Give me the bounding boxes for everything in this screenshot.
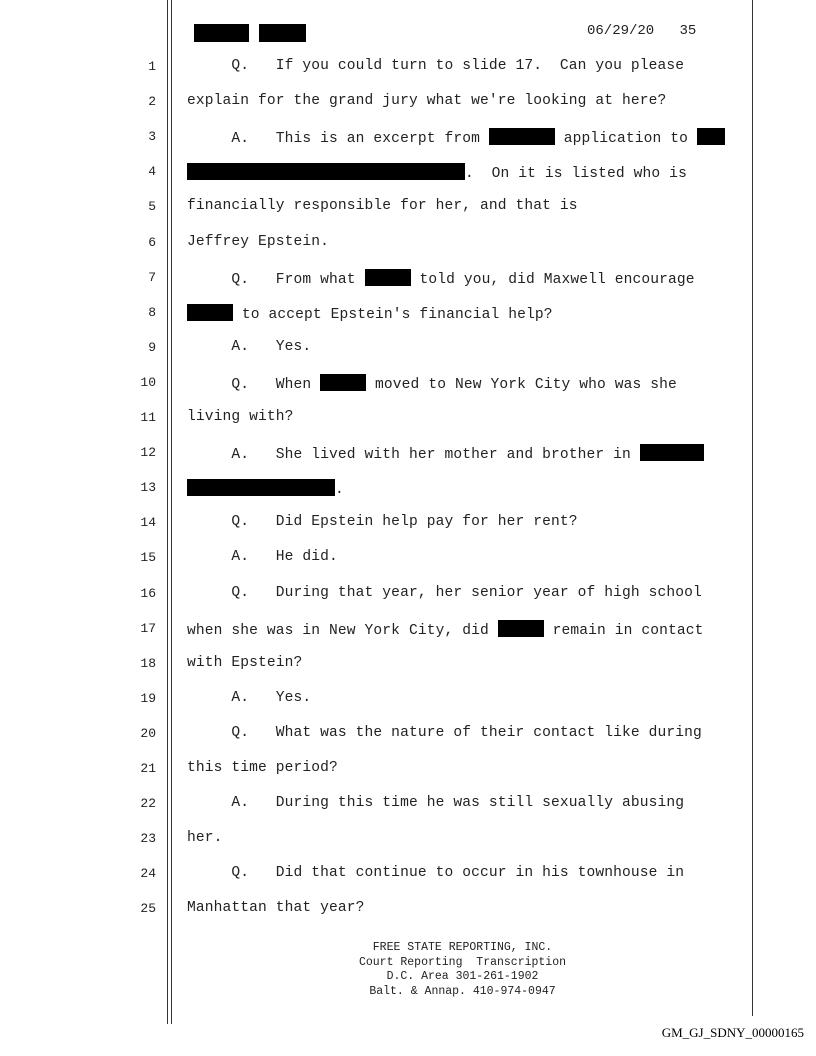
line-number: 1: [148, 59, 156, 74]
footer-company: FREE STATE REPORTING, INC.: [372, 941, 553, 954]
header-redaction-1: [194, 24, 249, 42]
transcript-line: [187, 234, 329, 250]
line-text: Jeffrey Epstein.: [187, 234, 330, 250]
line-text: Q. When: [187, 377, 321, 393]
line-number: 7: [148, 270, 156, 285]
transcript-line: [187, 900, 365, 916]
line-text: moved to New York City who was she: [366, 377, 677, 393]
line-text: financially responsible for her, and that is: [187, 198, 578, 214]
line-number: 9: [148, 340, 156, 355]
right-margin-rule: [752, 0, 753, 1016]
line-text: Q. During that year, her senior year of high school: [187, 585, 702, 601]
line-number: 23: [140, 831, 156, 846]
line-number: 17: [140, 621, 156, 636]
line-number: 20: [140, 726, 156, 741]
redaction-box: [187, 479, 335, 496]
redaction-box: [498, 620, 544, 637]
transcript-line: [187, 58, 684, 74]
footer-balt-phone: Balt. & Annap. 410-974-0947: [369, 984, 556, 998]
line-number: 12: [140, 445, 156, 460]
line-text: explain for the grand jury what we're looking at here?: [187, 93, 667, 109]
header-redaction-2: [259, 24, 306, 42]
line-number: 2: [148, 94, 156, 109]
line-number: 16: [140, 586, 156, 601]
line-text: A. During this time he was still sexually abusing: [187, 795, 685, 811]
line-text: Q. Did that continue to occur in his townhouse in: [187, 865, 685, 881]
header-date: 06/29/20: [587, 23, 655, 39]
transcript-line: [187, 655, 302, 671]
line-text: application to: [554, 131, 697, 147]
line-text: A. She lived with her mother and brother in: [187, 447, 640, 463]
line-text: her.: [187, 830, 223, 846]
line-text: A. Yes.: [187, 339, 312, 355]
line-number: 8: [148, 305, 156, 320]
transcript-line: [187, 725, 702, 741]
line-number: 18: [140, 656, 156, 671]
line-number: 5: [148, 199, 156, 214]
redaction-box: [697, 128, 725, 145]
reporter-footer: [300, 941, 625, 999]
line-text: told you, did Maxwell encourage: [410, 272, 695, 288]
line-number: 19: [140, 691, 156, 706]
line-text: when she was in New York City, did: [187, 623, 498, 639]
transcript-line: [187, 760, 338, 776]
line-text: Manhattan that year?: [187, 900, 365, 916]
redaction-box: [187, 163, 465, 180]
line-text: Q. If you could turn to slide 17. Can you please: [187, 58, 685, 74]
bates-number: GM_GJ_SDNY_00000165: [661, 1025, 804, 1040]
line-text: this time period?: [187, 760, 338, 776]
line-text: with Epstein?: [187, 655, 303, 671]
line-number: 14: [140, 515, 156, 530]
line-number: 24: [140, 866, 156, 881]
transcript-line: [187, 549, 338, 565]
line-text: Q. Did Epstein help pay for her rent?: [187, 514, 578, 530]
transcript-line: [187, 690, 311, 706]
line-text: A. This is an excerpt from: [187, 131, 489, 147]
transcript-line: [187, 620, 704, 639]
redaction-box: [489, 128, 555, 145]
transcript-line: [187, 444, 704, 463]
line-number: 4: [148, 164, 156, 179]
line-number: 21: [140, 761, 156, 776]
line-number: 22: [140, 796, 156, 811]
transcript-line: [187, 585, 702, 601]
line-number: 3: [148, 129, 156, 144]
line-text: remain in contact: [543, 623, 704, 639]
redaction-box: [187, 304, 233, 321]
line-text: living with?: [187, 409, 294, 425]
transcript-line: [187, 339, 311, 355]
redaction-box: [320, 374, 366, 391]
transcript-line: [187, 304, 553, 323]
left-margin-rule-1: [167, 0, 168, 1024]
header-date-page: [587, 23, 696, 39]
line-text: .: [335, 482, 344, 498]
line-text: Q. From what: [187, 272, 365, 288]
transcript-line: [187, 479, 344, 498]
line-text: A. He did.: [187, 549, 338, 565]
redaction-box: [365, 269, 411, 286]
transcript-line: [187, 198, 578, 214]
transcript-line: [187, 163, 687, 182]
line-text: to accept Epstein's financial help?: [233, 307, 553, 323]
transcript-line: [187, 865, 684, 881]
line-number: 11: [140, 410, 156, 425]
transcript-line: [187, 514, 578, 530]
footer-dc-phone: D.C. Area 301-261-1902: [386, 970, 539, 983]
transcript-line: [187, 409, 294, 425]
transcript-line: [187, 795, 684, 811]
transcript-line: [187, 269, 695, 288]
line-text: A. Yes.: [187, 690, 312, 706]
transcript-line: [187, 374, 677, 393]
line-number: 25: [140, 901, 156, 916]
transcript-line: [187, 128, 725, 147]
footer-services: Court Reporting Transcription: [358, 955, 567, 969]
left-margin-rule-2: [171, 0, 172, 1024]
transcript-line: [187, 93, 666, 109]
line-number: 15: [140, 550, 156, 565]
transcript-line: [187, 830, 223, 846]
line-number: 13: [140, 480, 156, 495]
line-text: . On it is listed who is: [465, 166, 687, 182]
redaction-box: [640, 444, 704, 461]
line-number: 6: [148, 235, 156, 250]
line-number: 10: [140, 375, 156, 390]
line-text: Q. What was the nature of their contact like during: [187, 725, 702, 741]
page-number: 35: [679, 23, 697, 39]
